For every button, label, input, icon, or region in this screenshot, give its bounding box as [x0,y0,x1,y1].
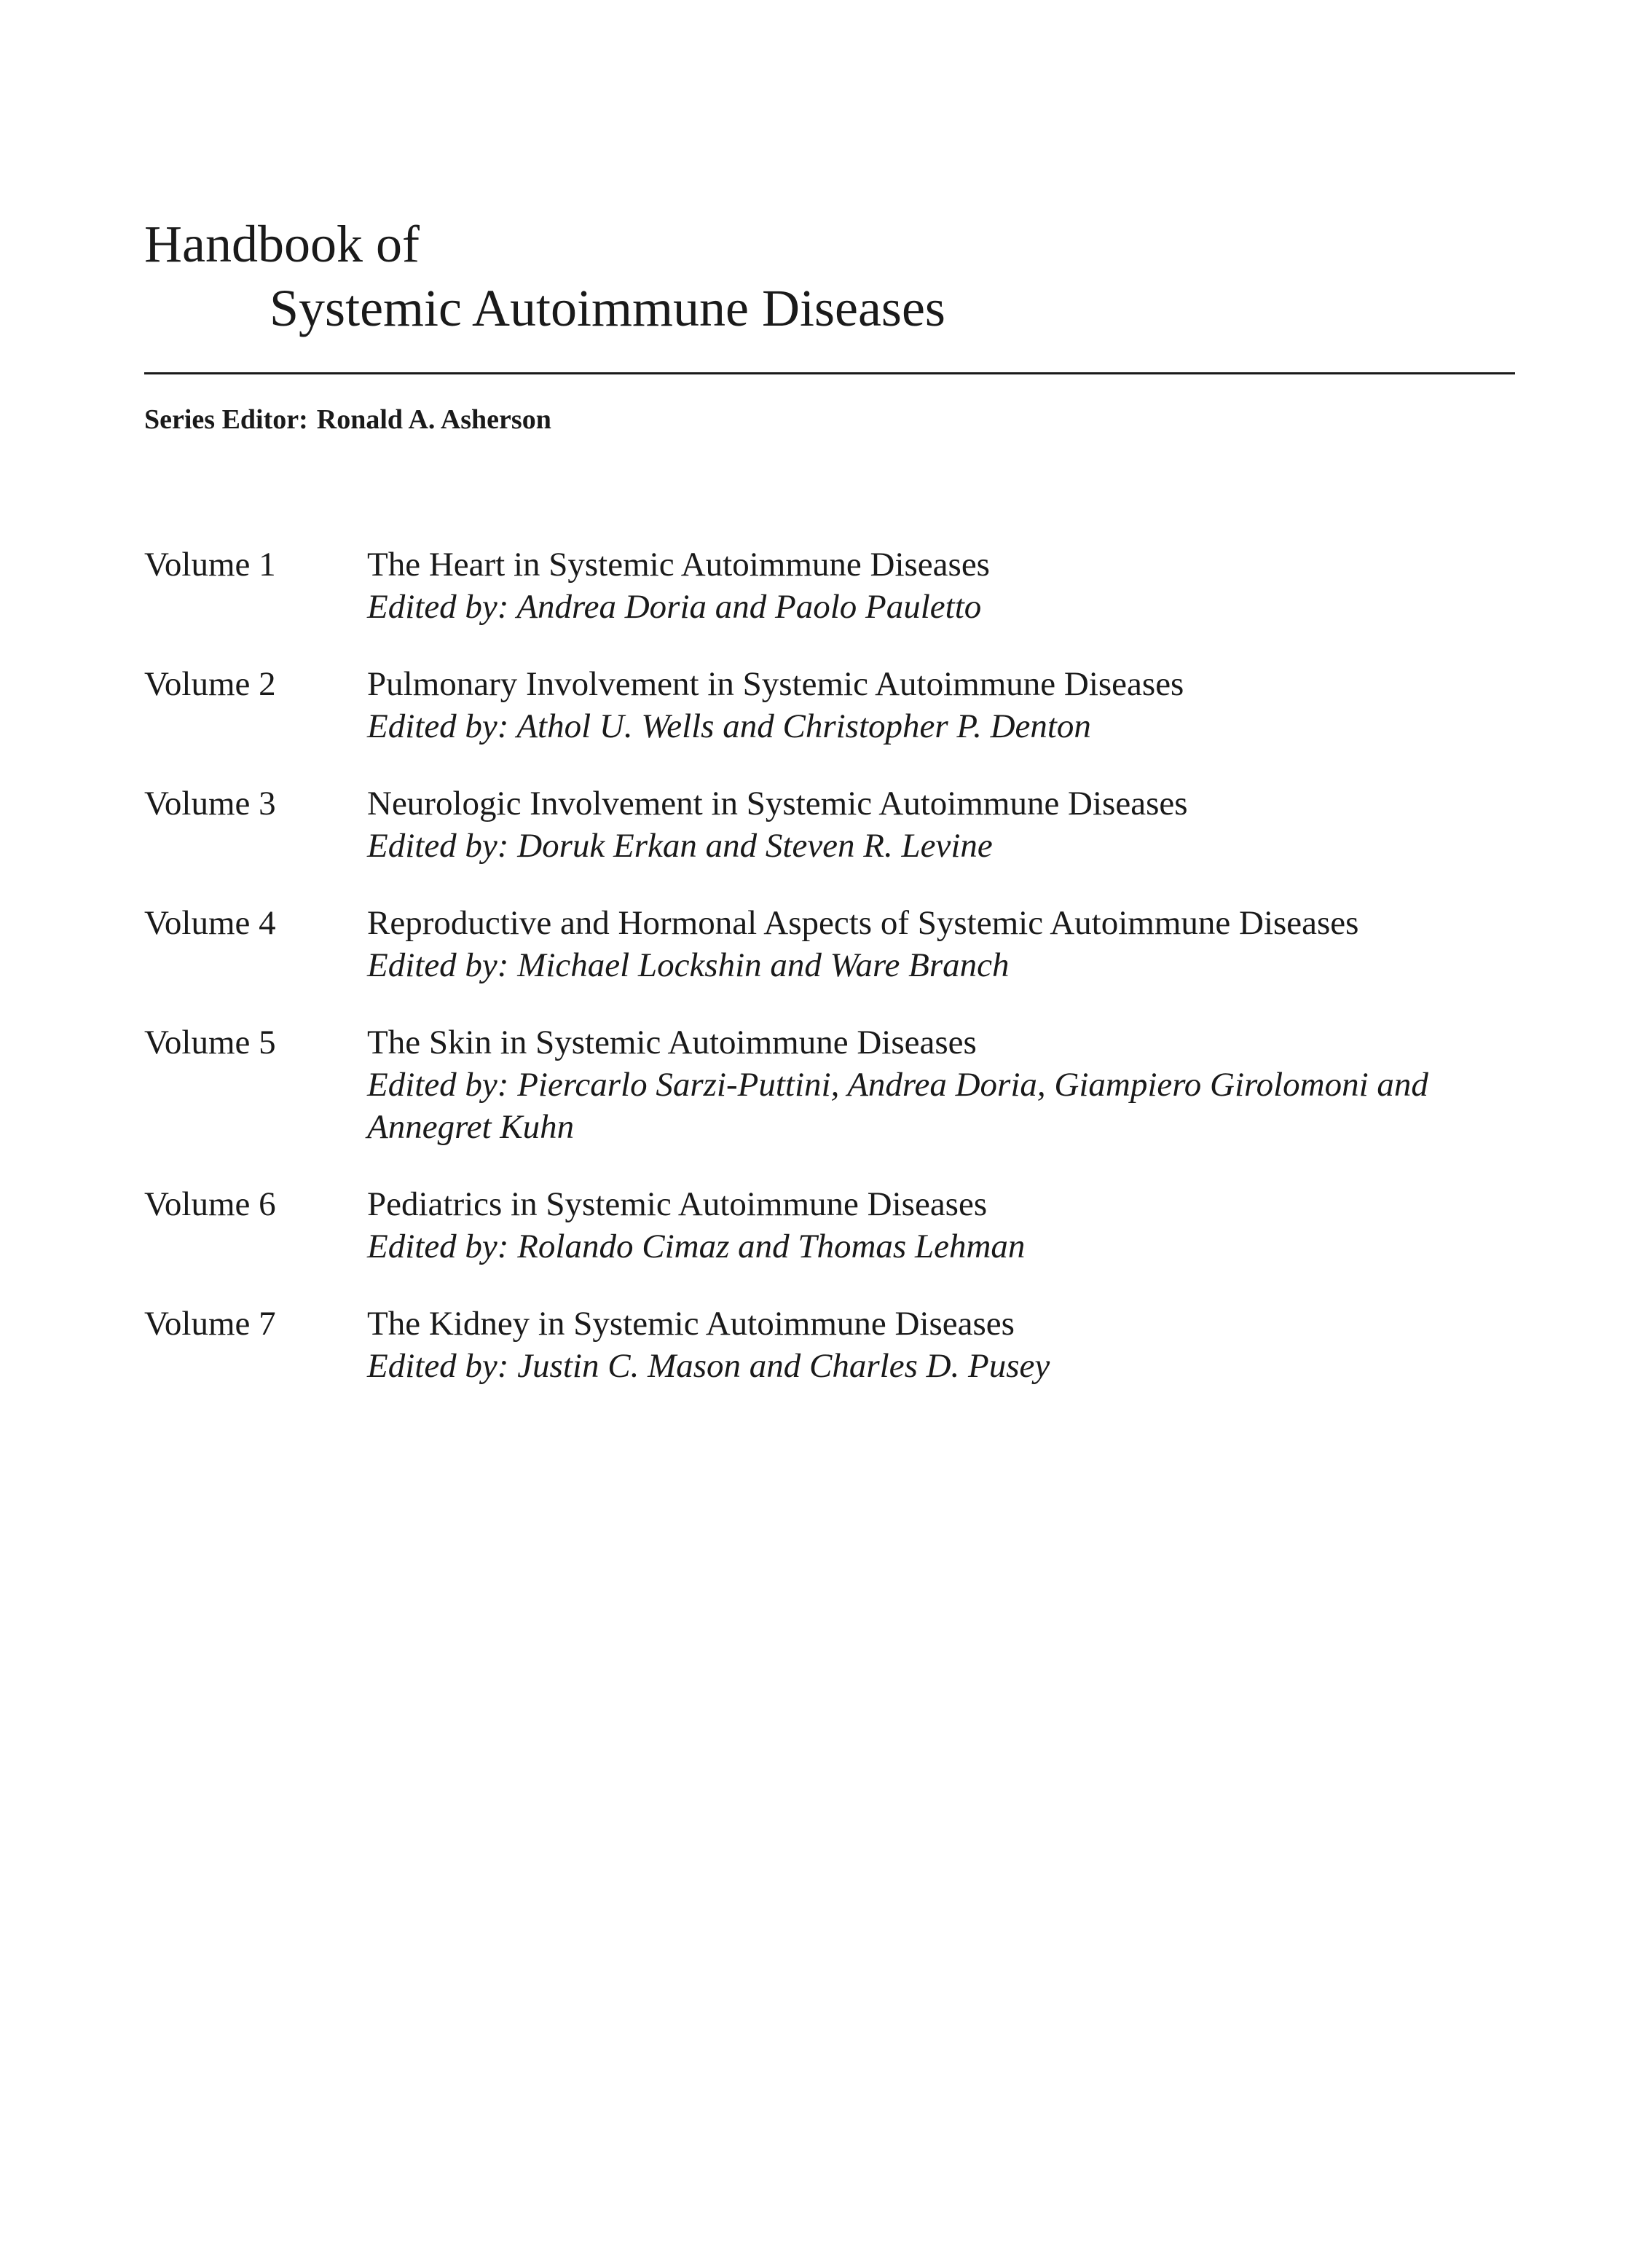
volume-entry [144,1303,1521,1387]
volume-details [367,782,1521,867]
volume-number: Volume 6 [144,1185,276,1223]
handbook-title-line-1: Handbook of [144,215,420,273]
volume-number: Volume 2 [144,665,276,703]
volume-editors: Edited by: Michael Lockshin and Ware Branch [367,946,1010,984]
series-editor-label: Series Editor: [144,404,308,435]
volume-entry [144,782,1521,867]
volume-list [144,543,1521,1422]
volume-title: Pediatrics in Systemic Autoimmune Diseases [367,1185,988,1223]
volume-title: The Skin in Systemic Autoimmune Diseases [367,1024,977,1061]
volume-entry [144,1183,1521,1268]
volume-title: Neurologic Involvement in Systemic Autoimmune Diseases [367,785,1188,822]
volume-number: Volume 4 [144,904,276,942]
volume-details [367,663,1521,747]
volume-editors: Edited by: Justin C. Mason and Charles D. Pusey [367,1347,1050,1385]
volume-entry [144,543,1521,628]
volume-number: Volume 5 [144,1024,276,1061]
volume-number: Volume 1 [144,546,276,584]
volume-entry [144,1021,1521,1148]
volume-title: Reproductive and Hormonal Aspects of Systemic Autoimmune Diseases [367,904,1359,942]
volume-entry [144,663,1521,747]
volume-title: Pulmonary Involvement in Systemic Autoimmune Diseases [367,665,1184,703]
handbook-title-line-2: Systemic Autoimmune Diseases [270,279,945,337]
series-editor-name: Ronald A. Asherson [316,404,551,435]
volume-editors: Edited by: Piercarlo Sarzi-Puttini, Andrea Doria, Giampiero Girolomoni and Annegret Kuhn [367,1066,1428,1146]
volume-details [367,1021,1521,1148]
title-divider [144,372,1515,374]
volume-title: The Kidney in Systemic Autoimmune Diseases [367,1305,1015,1343]
volume-title: The Heart in Systemic Autoimmune Diseases [367,546,990,584]
volume-number: Volume 7 [144,1305,276,1343]
volume-number: Volume 3 [144,785,276,822]
volume-details [367,1183,1521,1268]
volume-entry [144,902,1521,986]
volume-details [367,1303,1521,1387]
volume-editors: Edited by: Doruk Erkan and Steven R. Levine [367,827,993,865]
volume-editors: Edited by: Rolando Cimaz and Thomas Lehman [367,1228,1026,1265]
series-editor [144,402,551,437]
volume-editors: Edited by: Athol U. Wells and Christopher P. Denton [367,707,1091,745]
volume-details [367,543,1521,628]
volume-details [367,902,1521,986]
volume-editors: Edited by: Andrea Doria and Paolo Pauletto [367,588,982,626]
